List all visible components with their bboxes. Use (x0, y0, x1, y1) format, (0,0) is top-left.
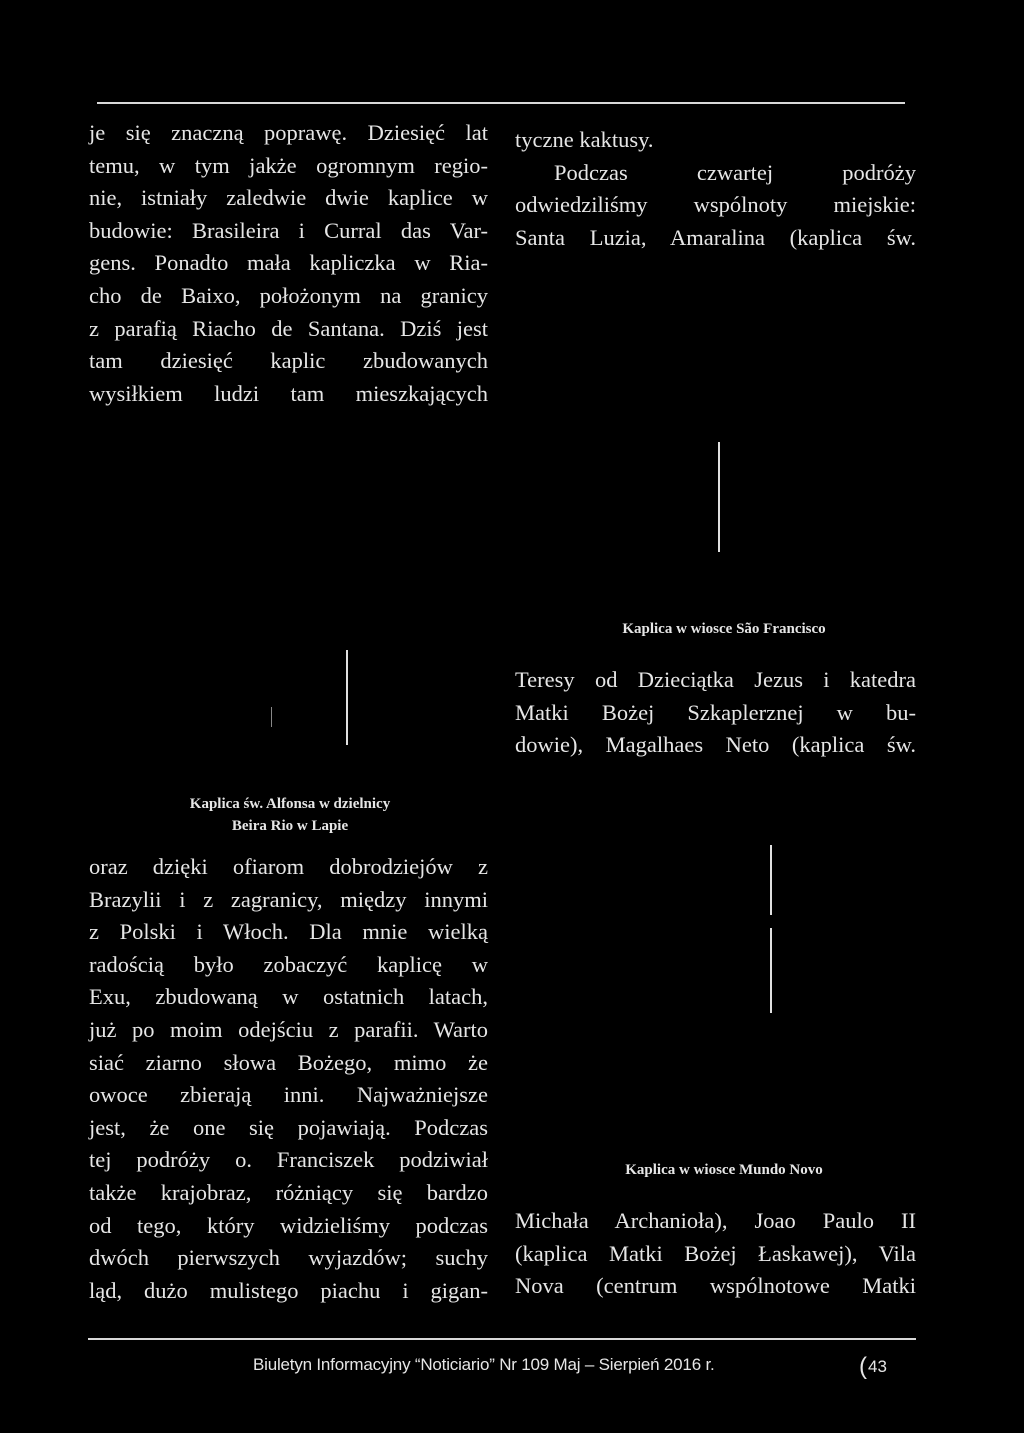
text-line: wysiłkiem ludzi tam mieszkających (89, 380, 488, 406)
text-line: Teresy od Dzieciątka Jezus i katedra (515, 667, 916, 692)
right-column-middle-text (515, 664, 916, 762)
photo-edge-mark (770, 845, 772, 915)
text-line: z Polski i Włoch. Dla mnie wielką (89, 919, 488, 945)
text-line: od tego, który widzieliśmy podczas (89, 1212, 488, 1238)
text-line: temu, w tym jakże ogromnym regio- (89, 152, 488, 178)
text-line: oraz dzięki ofiarom dobrodziejów z (89, 854, 488, 879)
caption-alfonsa (120, 793, 460, 837)
text-line: cho de Baixo, położonym na granicy (89, 282, 488, 308)
text-line: Matki Bożej Szkaplerznej w bu- (515, 699, 916, 725)
photo-edge-mark (271, 707, 272, 727)
text-line: Michała Archanioła), Joao Paulo II (515, 1208, 916, 1233)
top-rule (97, 102, 905, 104)
photo-edge-mark (718, 442, 720, 552)
left-column-bottom-text (89, 851, 488, 1307)
text-line: budowie: Brasileira i Curral das Var- (89, 217, 488, 243)
text-line: je się znaczną poprawę. Dziesięć lat (89, 120, 488, 145)
text-line: odwiedziliśmy wspólnoty miejskie: (515, 192, 916, 218)
bottom-rule (88, 1338, 916, 1340)
text-line: nie, istniały zaledwie dwie kaplice w (89, 185, 488, 211)
page-number-value: 43 (868, 1357, 887, 1376)
text-line: już po moim odejściu z parafii. Warto (89, 1016, 488, 1042)
photo-edge-mark (346, 650, 348, 745)
text-line: ląd, dużo mulistego piachu i gigan- (89, 1277, 488, 1303)
text-line: siać ziarno słowa Bożego, mimo że (89, 1049, 488, 1075)
caption-mundo-novo: Kaplica w wiosce Mundo Novo (625, 1162, 823, 1178)
text-line: radością było zobaczyć kaplicę w (89, 951, 488, 977)
text-line: także krajobraz, różniący się bardzo (89, 1179, 488, 1205)
right-column-bottom-text (515, 1205, 916, 1303)
text-line: dowie), Magalhaes Neto (kaplica św. (515, 732, 916, 758)
text-line: jest, że one się pojawiają. Podczas (89, 1114, 488, 1140)
text-line: tam dziesięć kaplic zbudowanych (89, 348, 488, 374)
text-line: tyczne kaktusy. (515, 127, 654, 152)
text-line: Podczas czwartej podróży (554, 159, 916, 185)
text-line: (kaplica Matki Bożej Łaskawej), Vila (515, 1240, 916, 1266)
page-number (859, 1353, 887, 1381)
text-line: Exu, zbudowaną w ostatnich latach, (89, 984, 488, 1010)
text-line: z parafią Riacho de Santana. Dziś jest (89, 315, 488, 341)
left-column-top-text (89, 117, 488, 410)
text-line: Brazylii i z zagranicy, między innymi (89, 886, 488, 912)
right-column-top-text (515, 124, 916, 254)
text-line: tej podróży o. Franciszek podziwiał (89, 1147, 488, 1173)
text-line: Santa Luzia, Amaralina (kaplica św. (515, 224, 916, 250)
caption-line: Beira Rio w Lapie (231, 818, 349, 834)
caption-line: Kaplica św. Alfonsa w dzielnicy (189, 796, 391, 812)
text-line: Nova (centrum wspólnotowe Matki (515, 1273, 916, 1299)
footer-publication: Biuletyn Informacyjny “Noticiario” Nr 109 Maj – Sierpień 2016 r. (253, 1355, 715, 1374)
text-line: owoce zbierają inni. Najważniejsze (89, 1082, 488, 1108)
photo-edge-mark (770, 928, 772, 1013)
text-line: dwóch pierwszych wyjazdów; suchy (89, 1245, 488, 1271)
brace-ornament-icon: ( (859, 1353, 867, 1380)
caption-sao-francisco: Kaplica w wiosce São Francisco (622, 621, 826, 637)
text-line: gens. Ponadto mała kapliczka w Ria- (89, 250, 488, 276)
